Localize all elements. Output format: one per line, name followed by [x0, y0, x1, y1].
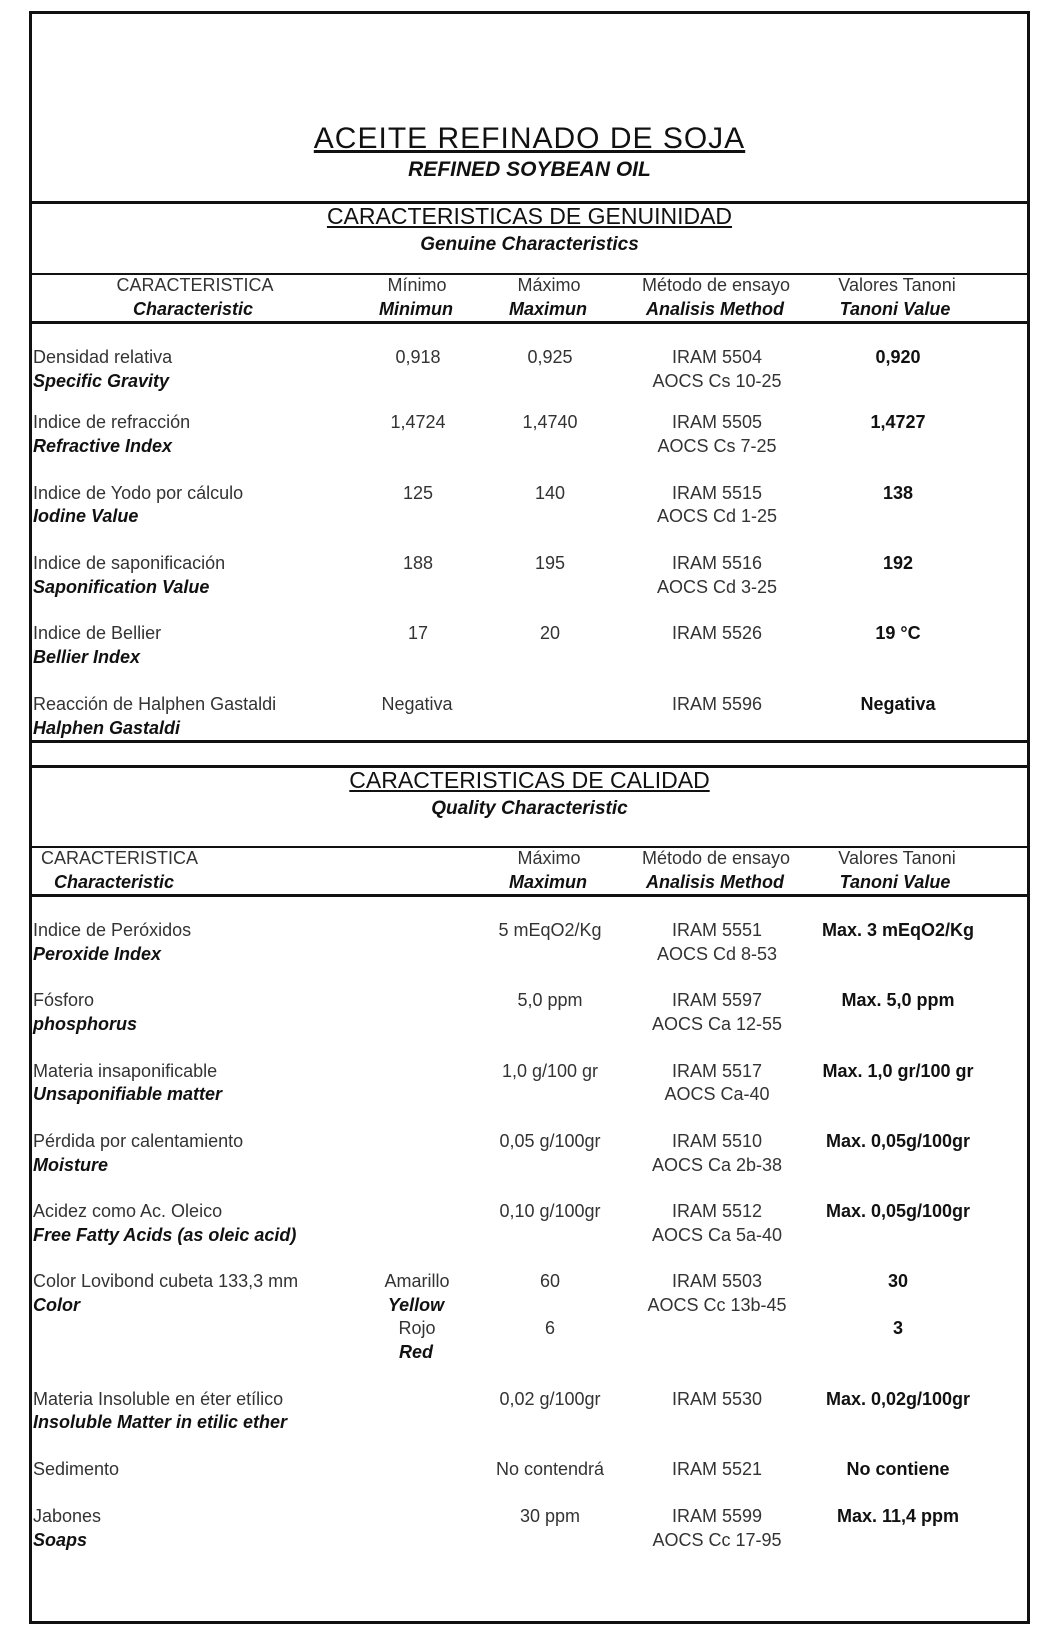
row-method-1: IRAM 5512 — [671, 1201, 763, 1221]
row-method-1: IRAM 5510 — [671, 1131, 763, 1151]
row-max: 0,925 — [527, 347, 573, 367]
row-method-2: AOCS Ca 5a-40 — [651, 1225, 783, 1245]
row-min: 17 — [407, 623, 429, 643]
row-method-1: IRAM 5505 — [671, 412, 763, 432]
row-min: 1,4724 — [390, 412, 446, 432]
row-method-1: IRAM 5530 — [671, 1389, 763, 1409]
row-label-es: Pérdida por calentamiento — [33, 1131, 244, 1151]
row-label-es: Fósforo — [33, 990, 95, 1010]
header-max-en: Maximun — [508, 872, 588, 892]
row-label-es: Jabones — [33, 1506, 102, 1526]
row-value: Max. 0,05g/100gr — [825, 1201, 971, 1221]
row-method-1: IRAM 5597 — [671, 990, 763, 1010]
header-char-en: Characteristic — [132, 299, 254, 319]
row-method-1: IRAM 5504 — [671, 347, 763, 367]
row-min: 125 — [402, 483, 434, 503]
row-value: Max. 0,05g/100gr — [825, 1131, 971, 1151]
row-label-es: Indice de saponificación — [33, 553, 226, 573]
header-value-es: Valores Tanoni — [838, 275, 956, 295]
row-min: 0,918 — [395, 347, 441, 367]
row-method-1: IRAM 5599 — [671, 1506, 763, 1526]
row-label-en: Refractive Index — [33, 436, 173, 456]
row-value: 192 — [882, 553, 914, 573]
genuine-section-subtitle: Genuine Characteristics — [420, 234, 639, 255]
row-value: Max. 11,4 ppm — [836, 1506, 960, 1526]
row-method-2: AOCS Cd 3-25 — [656, 577, 778, 597]
row-value: 19 °C — [875, 623, 921, 643]
row-label-en: Iodine Value — [33, 506, 139, 526]
doc-title: ACEITE REFINADO DE SOJA — [313, 122, 746, 155]
row-value: Max. 3 mEqO2/Kg — [821, 920, 975, 940]
row-value: Max. 5,0 ppm — [841, 990, 955, 1010]
header-char-en: Characteristic — [54, 872, 175, 892]
row-max: 20 — [539, 623, 561, 643]
header-value-es: Valores Tanoni — [838, 848, 956, 868]
header-method-en: Analisis Method — [645, 299, 785, 319]
row-max: 140 — [534, 483, 566, 503]
row-label-es: Indice de Peróxidos — [33, 920, 192, 940]
row-method-1: IRAM 5516 — [671, 553, 763, 573]
row-label-en: Color — [33, 1295, 80, 1315]
row-max: 195 — [534, 553, 566, 573]
row-max: 0,10 g/100gr — [499, 1201, 601, 1221]
row-label-en: Insoluble Matter in etilic ether — [33, 1412, 288, 1432]
row-method-1: IRAM 5517 — [671, 1061, 763, 1081]
row-max: 0,05 g/100gr — [499, 1131, 601, 1151]
header-min-es: Mínimo — [387, 275, 447, 295]
row-label-en: Free Fatty Acids (as oleic acid) — [33, 1225, 297, 1245]
row-label-es: Sedimento — [33, 1459, 120, 1479]
row-value: Max. 1,0 gr/100 gr — [822, 1061, 974, 1081]
divider — [29, 894, 1030, 897]
row-max: 5 mEqO2/Kg — [498, 920, 602, 940]
row-label-es: Reacción de Halphen Gastaldi — [33, 694, 277, 714]
row-label-en: Peroxide Index — [33, 944, 162, 964]
header-value-en: Tanoni Value — [839, 872, 951, 892]
row-method-1: IRAM 5503 — [671, 1271, 763, 1291]
row-label-en: Bellier Index — [33, 647, 141, 667]
header-method-es: Método de ensayo — [641, 848, 791, 868]
row-method-2: AOCS Ca 12-55 — [651, 1014, 783, 1034]
row-max: 60 — [539, 1271, 561, 1291]
row-sub-en: Yellow — [387, 1295, 445, 1315]
row-label-es: Materia Insoluble en éter etílico — [33, 1389, 284, 1409]
divider — [29, 321, 1030, 324]
row-method-1: IRAM 5515 — [671, 483, 763, 503]
row-value: 138 — [882, 483, 914, 503]
row-value: 0,920 — [875, 347, 921, 367]
header-min-en: Minimun — [379, 299, 453, 319]
row-value: Negativa — [860, 694, 936, 714]
row-method-1: IRAM 5551 — [671, 920, 763, 940]
header-value-en: Tanoni Value — [839, 299, 951, 319]
row-label-es: Color Lovibond cubeta 133,3 mm — [33, 1271, 299, 1291]
row-value: 1,4727 — [870, 412, 926, 432]
row-label-es: Materia insaponificable — [33, 1061, 218, 1081]
row-max: 5,0 ppm — [517, 990, 583, 1010]
row-label-en: Moisture — [33, 1155, 109, 1175]
row-value2: 3 — [892, 1318, 904, 1338]
row-method-2: AOCS Cd 1-25 — [656, 506, 778, 526]
quality-section-subtitle: Quality Characteristic — [431, 798, 628, 819]
quality-section-title: CARACTERISTICAS DE CALIDAD — [349, 767, 710, 793]
genuine-section-title: CARACTERISTICAS DE GENUINIDAD — [326, 203, 733, 229]
row-label-es: Indice de Yodo por cálculo — [33, 483, 244, 503]
header-method-es: Método de ensayo — [641, 275, 791, 295]
row-label-es: Densidad relativa — [33, 347, 173, 367]
row-sub2-es: Rojo — [398, 1318, 436, 1338]
row-value: 30 — [887, 1271, 909, 1291]
row-max: 1,0 g/100 gr — [501, 1061, 599, 1081]
header-char-es: CARACTERISTICA — [116, 275, 274, 295]
row-max: No contendrá — [495, 1459, 605, 1479]
row-method-2: AOCS Ca 2b-38 — [651, 1155, 783, 1175]
row-max2: 6 — [544, 1318, 556, 1338]
row-method-2: AOCS Cc 17-95 — [652, 1530, 782, 1550]
row-max: 30 ppm — [519, 1506, 581, 1526]
row-value: No contiene — [846, 1459, 950, 1479]
header-max-es: Máximo — [517, 848, 581, 868]
header-max-en: Maximun — [508, 299, 588, 319]
header-char-es: CARACTERISTICA — [41, 848, 199, 868]
row-max: 0,02 g/100gr — [499, 1389, 601, 1409]
header-method-en: Analisis Method — [645, 872, 785, 892]
row-label-en: Unsaponifiable matter — [33, 1084, 223, 1104]
row-label-en: Halphen Gastaldi — [33, 718, 181, 738]
row-min: Negativa — [381, 694, 453, 714]
row-method-2: AOCS Cs 10-25 — [652, 371, 782, 391]
row-method-2: AOCS Cs 7-25 — [657, 436, 777, 456]
doc-subtitle: REFINED SOYBEAN OIL — [408, 158, 651, 181]
row-label-es: Indice de refracción — [33, 412, 191, 432]
row-method-1: IRAM 5521 — [671, 1459, 763, 1479]
header-max-es: Máximo — [517, 275, 581, 295]
row-method-1: IRAM 5526 — [671, 623, 763, 643]
row-sub-es: Amarillo — [384, 1271, 450, 1291]
row-method-2: AOCS Cd 8-53 — [656, 944, 778, 964]
row-label-es: Indice de Bellier — [33, 623, 162, 643]
row-method-1: IRAM 5596 — [671, 694, 763, 714]
row-label-en: Soaps — [33, 1530, 88, 1550]
row-label-en: Specific Gravity — [33, 371, 170, 391]
row-sub2-en: Red — [398, 1342, 434, 1362]
row-value: Max. 0,02g/100gr — [825, 1389, 971, 1409]
row-label-es: Acidez como Ac. Oleico — [33, 1201, 223, 1221]
row-method-2: AOCS Ca-40 — [664, 1084, 770, 1104]
row-label-en: phosphorus — [33, 1014, 137, 1034]
row-min: 188 — [402, 553, 434, 573]
row-label-en: Saponification Value — [33, 577, 210, 597]
row-max: 1,4740 — [522, 412, 578, 432]
divider — [29, 740, 1030, 743]
row-method-2: AOCS Cc 13b-45 — [647, 1295, 787, 1315]
